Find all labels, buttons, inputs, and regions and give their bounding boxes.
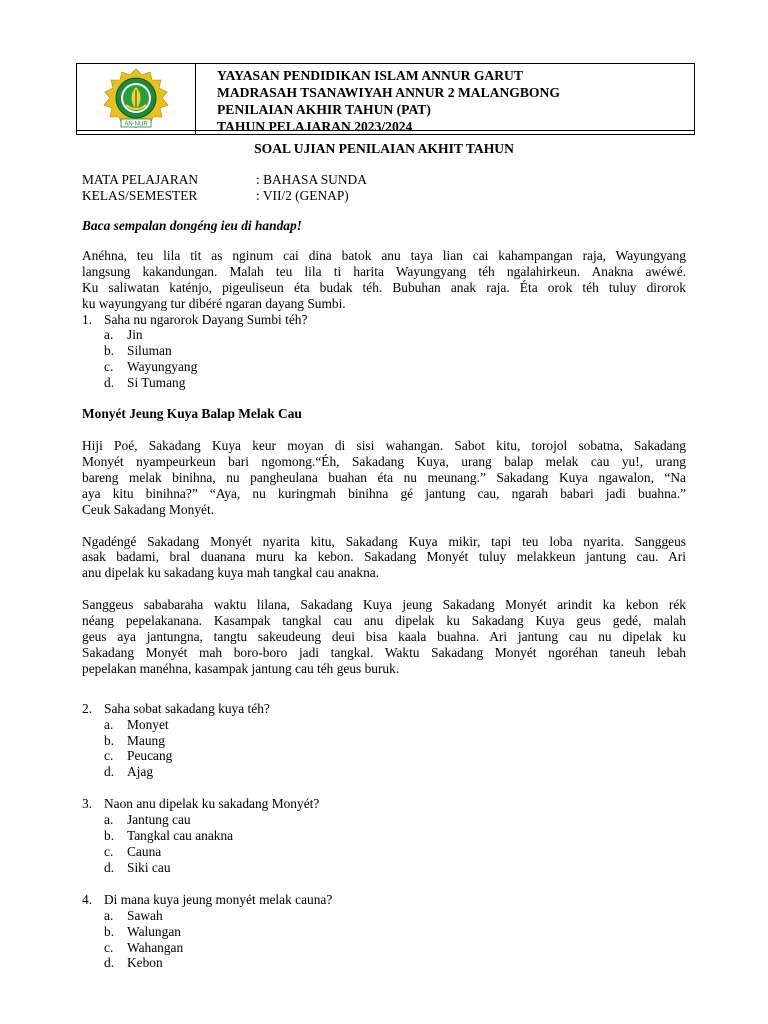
- answer-option: [82, 748, 686, 764]
- academic-year: TAHUN PELAJARAN 2023/2024: [217, 119, 413, 134]
- text-line: aya kitu binihna?” “Aya, nu kuringmah binihna gé jantung cau, ngarah babari jadi buahna.”: [82, 485, 686, 501]
- story-title: Monyét Jeung Kuya Balap Melak Cau: [82, 406, 302, 422]
- text-line: geus aya jantungna, tangtu sakeudeung deui bisa kaala buahna. Ari jantung cau nu dipelak ku: [82, 629, 686, 645]
- option-text: Monyet: [127, 716, 169, 732]
- letterhead: [76, 63, 695, 135]
- option-letter: b.: [104, 732, 115, 748]
- meta-key: MATA PELAJARAN: [82, 172, 199, 187]
- text-line: asak badami, bral duanana muru ka kebon. Sakadang Monyét tuluy melakkeun jantung cau. Ari: [82, 549, 686, 565]
- story-paragraph-2: [82, 534, 686, 582]
- option-text: Peucang: [127, 748, 173, 764]
- text-line: Ceuk Sakadang Monyét.: [82, 501, 215, 517]
- question-text-row: [82, 796, 686, 812]
- text-line: ku wayungyang tur dibéré ngaran dayang Sumbi.: [82, 295, 346, 311]
- spacer: [82, 780, 686, 796]
- answer-option: [82, 343, 686, 359]
- answer-option: [82, 327, 686, 343]
- question-1: [82, 312, 686, 392]
- answer-option: [82, 955, 686, 971]
- option-letter: b.: [104, 343, 115, 359]
- text-line: néang pepelakanana. Kasampak tangkal cau anu dipelak ku Sakadang Kuya geus gedé, malah: [82, 613, 686, 629]
- school-logo-icon: [96, 67, 176, 131]
- option-text: Walungan: [127, 923, 181, 939]
- question-text: Saha nu ngarorok Dayang Sumbi téh?: [104, 311, 308, 327]
- option-text: Siluman: [127, 343, 172, 359]
- question-text-row: [82, 701, 686, 717]
- option-letter: c.: [104, 844, 114, 859]
- option-letter: a.: [104, 327, 114, 343]
- option-letter: d.: [104, 859, 115, 875]
- option-text: Kebon: [127, 955, 163, 971]
- option-text: Tangkal cau anakna: [127, 828, 234, 844]
- question-text-row: [82, 312, 686, 328]
- option-letter: a.: [104, 716, 114, 732]
- spacer: [82, 677, 686, 693]
- question-text-row: [82, 892, 686, 908]
- exam-name: PENILAIAN AKHIR TAHUN (PAT): [217, 102, 431, 117]
- page-title: SOAL UJIAN PENILAIAN AKHIT TAHUN: [254, 141, 514, 156]
- spacer: [82, 693, 686, 701]
- question-4: [82, 892, 686, 972]
- foundation-name: YAYASAN PENDIDIKAN ISLAM ANNUR GARUT: [217, 68, 523, 83]
- spacer: [82, 876, 686, 892]
- question-number: 4.: [82, 891, 93, 907]
- answer-option: [82, 940, 686, 956]
- text-line: Sanggeus sababaraha waktu lilana, Sakadang Kuya jeung Sakadang Monyét arindit ka kebon rék: [82, 597, 686, 613]
- spacer: [82, 581, 686, 597]
- option-letter: d.: [104, 764, 115, 780]
- text-line: anu dipelak ku sakadang kuya mah tangkal cau anakna.: [82, 565, 380, 581]
- text-line: Ngadéngé Sakadang Monyét nyarita kitu, Sakadang Kuya mikir, tapi teu loba nyarita. Sanggeus: [82, 533, 686, 549]
- option-letter: d.: [104, 375, 115, 391]
- option-text: Sawah: [127, 907, 163, 923]
- option-text: Jin: [127, 327, 143, 343]
- text-line: Hiji Poé, Sakadang Kuya keur moyan di sisi wahangan. Sabot kitu, torojol sobatna, Sakadang: [82, 437, 686, 453]
- option-letter: a.: [104, 907, 114, 923]
- option-letter: d.: [104, 955, 115, 971]
- passage-1: [82, 248, 686, 312]
- text-line: langsung kakandungan. Malah teu lila ti harita Wayungyang téh ngalahirkeun. Anakna awéwé.: [82, 263, 686, 279]
- meta-value: : BAHASA SUNDA: [256, 172, 367, 187]
- question-text: Saha sobat sakadang kuya téh?: [104, 700, 270, 716]
- option-text: Cauna: [127, 844, 162, 859]
- question-text: Naon anu dipelak ku sakadang Monyét?: [104, 796, 320, 812]
- answer-option: [82, 844, 686, 860]
- spacer: [82, 518, 686, 534]
- meta-key: KELAS/SEMESTER: [82, 188, 198, 203]
- answer-option: [82, 812, 686, 828]
- answer-option: [82, 733, 686, 749]
- question-text: Di mana kuya jeung monyét melak cauna?: [104, 891, 333, 907]
- option-text: Ajag: [127, 764, 154, 780]
- instruction: Baca sempalan dongéng ieu di handap!: [82, 218, 302, 233]
- meta-row: [82, 188, 367, 204]
- option-letter: b.: [104, 828, 115, 844]
- meta-row: [82, 172, 367, 188]
- option-text: Si Tumang: [127, 375, 186, 391]
- option-letter: a.: [104, 812, 114, 828]
- answer-option: [82, 860, 686, 876]
- logo-text: AN-NUR: [124, 121, 148, 128]
- question-number: 2.: [82, 700, 93, 716]
- text-line: Sakadang Monyét mah boro-boro jadi tangkal. Waktu Sakadang Monyét ngoréhan taneuh lebah: [82, 644, 686, 660]
- school-name: MADRASAH TSANAWIYAH ANNUR 2 MALANGBONG: [217, 85, 560, 100]
- question-number: 3.: [82, 796, 93, 812]
- option-letter: b.: [104, 923, 115, 939]
- option-text: Jantung cau: [127, 812, 191, 828]
- story-paragraph-3: [82, 597, 686, 677]
- answer-option: [82, 828, 686, 844]
- option-letter: c.: [104, 748, 114, 764]
- logo-cell: [77, 64, 196, 134]
- option-text: Maung: [127, 732, 165, 748]
- question-2: [82, 701, 686, 781]
- story-paragraph-1: [82, 438, 686, 518]
- option-text: Wahangan: [127, 939, 184, 955]
- question-3: [82, 796, 686, 876]
- text-line: pepelakan manéhna, kasampak jantung cau téh geus buruk.: [82, 660, 400, 676]
- answer-option: [82, 717, 686, 733]
- exam-content: [82, 218, 686, 971]
- answer-option: [82, 908, 686, 924]
- option-letter: c.: [104, 939, 114, 955]
- option-text: Siki cau: [127, 859, 171, 875]
- text-line: Ku saliwatan katénjo, pigeuliseun éta budak téh. Bubuhan anak raja. Éta orok téh tuluy dirorok: [82, 279, 686, 295]
- answer-option: [82, 375, 686, 391]
- option-text: Wayungyang: [127, 359, 198, 375]
- answer-option: [82, 359, 686, 375]
- text-line: bareng melak binihna, nu pangheulana buahan éta nu meunang.” Sakadang Kuya ngawalon, “Na: [82, 469, 686, 485]
- letterhead-text: [196, 64, 560, 134]
- question-number: 1.: [82, 311, 93, 327]
- text-line: Monyét nyampeurkeun bari ngomong.“Éh, Sakadang Kuya, urang balap melak cau yu!, urang: [82, 453, 686, 469]
- answer-option: [82, 764, 686, 780]
- text-line: Anéhna, teu lila tit as nginum cai dina batok anu taya lian cai kahampangan raja, Wayungyang: [82, 247, 686, 263]
- meta-value: : VII/2 (GENAP): [256, 188, 349, 203]
- answer-option: [82, 924, 686, 940]
- option-letter: c.: [104, 359, 114, 375]
- exam-meta: [82, 172, 367, 204]
